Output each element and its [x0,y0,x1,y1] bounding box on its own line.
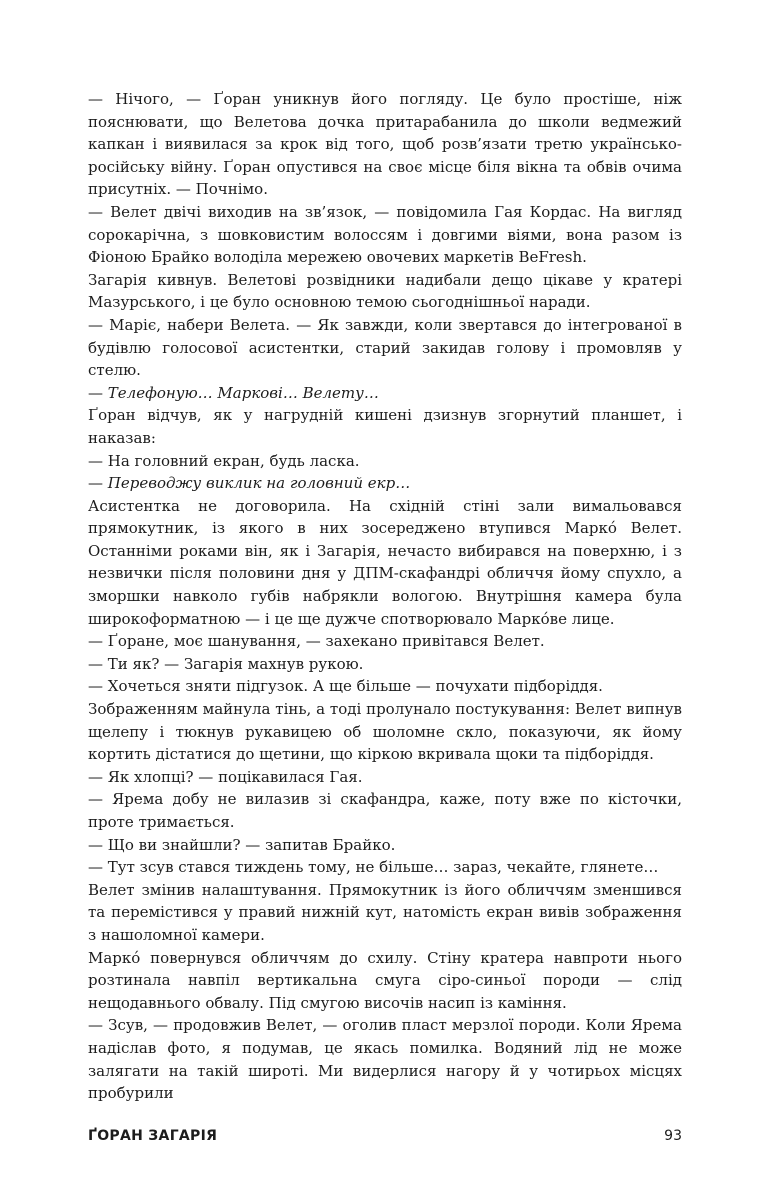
paragraph [88,788,682,833]
paragraph [88,450,682,473]
paragraph-text: — Тут зсув стався тиждень тому, не більше… зараз, чекайте, глянете… [88,858,659,877]
paragraph [88,269,682,314]
paragraph [88,201,682,269]
paragraph-text: Маркó повернувся обличчям до схилу. Стіну кратера навпроти нього розтинала навпіл вертикальна смуга сіро-синьої породи — слід нещодавнього обвалу. Під смугою височів насип із каміння. [88,948,682,1012]
paragraph-text: Асистентка не договорила. На східній стіні зали вимальовався прямокутник, із якого в них зосереджено втупився Маркó Велет. Останніми роками він, як і Загарія, нечасто вибирався на поверхню, і з незвички після половини дня у ДПМ-скафандрі обличчя йому спухло, а зморшки навколо губів набрякли вологою. Внутрішня камера була широкоформатною — і це ще дужче спотворювало Маркóве лице. [88,496,682,628]
paragraph [88,404,682,449]
paragraph [88,834,682,857]
paragraph [88,382,682,405]
paragraph-text: — [88,474,108,493]
paragraph-text: — Маріє, набери Велета. — Як завжди, коли звертався до інтегрованої в будівлю голосової асистентки, старий закидав голову і промовляв у стелю. [88,315,682,380]
body-text [88,88,682,1105]
paragraph [88,675,682,698]
page-footer [88,1128,682,1152]
paragraph-text: — Як хлопці? — поцікавилася Гая. [88,767,363,786]
paragraph [88,314,682,382]
paragraph [88,630,682,653]
paragraph-text: — Нічого, — Ґоран уникнув його погляду. Це було простіше, ніж пояснювати, що Велетова дочка притарабанила до школи ведмежий капкан і виявилася за крок від того, щоб розв’язати третю українсько-російську війну. Ґоран опустився на своє місце біля вікна та обвів очима присутніх. — Почнімо. [88,90,682,199]
paragraph-text: — Що ви знайшли? — запитав Брайко. [88,835,396,854]
paragraph-text: Загарія кивнув. Велетові розвідники надибали дещо цікаве у кратері Мазурського, і це було основною темою сьогоднішньої наради. [88,270,682,312]
paragraph [88,88,682,201]
page-number: 93 [664,1128,682,1144]
paragraph [88,1014,682,1104]
paragraph-text: — На головний екран, будь ласка. [88,451,360,470]
paragraph-text: — Велет двічі виходив на зв’язок, — повідомила Гая Кордас. На вигляд сорокарічна, з шовковистим волоссям і довгими віями, вона разом із Фіоною Брайко володіла мережею овочевих маркетів BeFresh. [88,202,682,267]
paragraph-text: — Зсув, — продовжив Велет, — оголив пласт мерзлої породи. Коли Ярема надіслав фото, я подумав, це якась помилка. Водяний лід не може залягати на такій широті. Ми видерлися нагору й у чотирьох місцях пробурили [88,1016,682,1103]
paragraph-text: — Ярема добу не вилазив зі скафандра, каже, поту вже по кісточки, проте тримається. [88,790,682,831]
paragraph [88,495,682,631]
paragraph-italic-text: Телефоную… Маркові… Велету… [107,383,379,402]
paragraph-text: Ґоран відчув, як у нагрудній кишені дзизнув згорнутий планшет, і наказав: [88,406,682,447]
paragraph-text: — Хочеться зняти підгузок. А ще більше — почухати підборіддя. [88,677,603,696]
paragraph-italic-text: Переводжу виклик на головний екр… [107,474,411,493]
paragraph-text: Велет змінив налаштування. Прямокутник із його обличчям зменшився та перемістився у правий нижній кут, натомість екран вивів зображення з нашоломної камери. [88,880,682,944]
paragraph [88,653,682,676]
paragraph-text: Зображенням майнула тінь, а тоді пролунало постукування: Велет випнув щелепу і тюкнув рукавицею об шоломне скло, показуючи, як йому кортить дістатися до щетини, що кіркою вкривала щоки та підборіддя. [88,700,682,764]
paragraph [88,856,682,879]
paragraph [88,947,682,1015]
paragraph-text: — Ти як? — Загарія махнув рукою. [88,654,364,673]
running-head: ҐОРАН ЗАГАРІЯ [88,1128,218,1144]
paragraph-text: — Ґоране, моє шанування, — захекано привітався Велет. [88,632,545,651]
paragraph-text: — [88,383,108,402]
paragraph [88,879,682,947]
paragraph [88,766,682,789]
paragraph [88,472,682,495]
paragraph [88,698,682,766]
